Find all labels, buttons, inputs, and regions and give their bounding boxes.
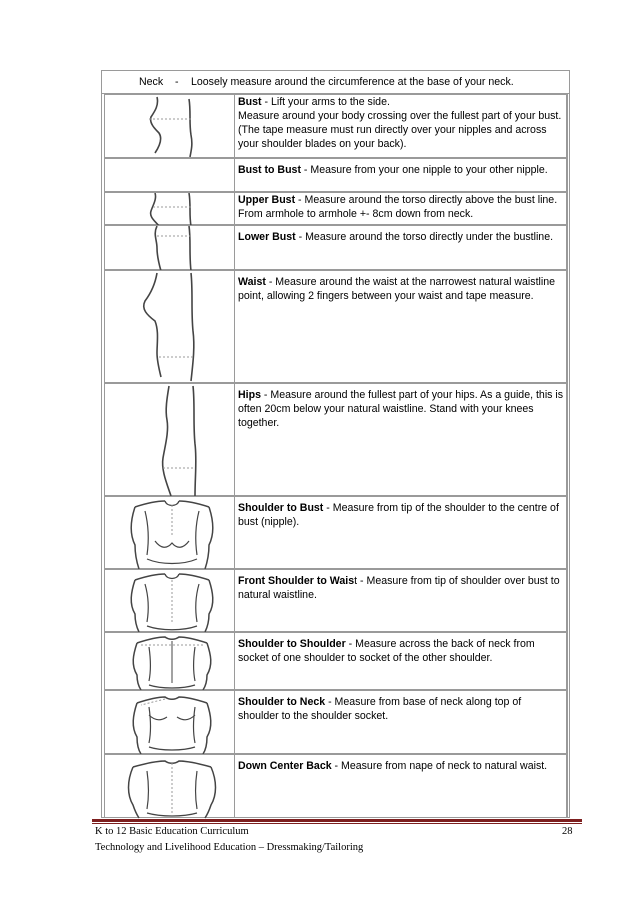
neck-row (101, 70, 570, 94)
row-title: Shoulder to Neck (238, 696, 326, 708)
table-row-lower-bust (104, 225, 568, 270)
table-row-shoulder-to-shoulder (104, 632, 568, 690)
row-title: Waist (238, 276, 266, 288)
row-sep: - (265, 276, 276, 288)
row-sep: - (331, 760, 342, 772)
row-text (235, 690, 568, 754)
table-row-upper-bust (104, 192, 568, 225)
row-extra: Measure around your body crossing over the fullest part of your bust. (The tape measure must run directly over your nipples and across your shoulder blades on your back). (238, 110, 562, 150)
row-title: Shoulder to Bust (238, 502, 324, 514)
figure-cell (104, 690, 235, 754)
row-title: Down Center Back (238, 760, 332, 772)
row-description: Measure around the fullest part of your hips. As a guide, this is often 20cm below your natural waistline. Stand with your knees together. (238, 389, 564, 429)
row-title: Upper Bust (238, 194, 296, 206)
table-row-bust (104, 94, 568, 158)
table-row-bust-to-bust (104, 158, 568, 192)
figure-cell (104, 225, 235, 270)
figure-cell (104, 270, 235, 383)
row-description: Measure around the waist at the narrowest natural waistline point, allowing 2 fingers between your waist and tape measure. (238, 276, 556, 302)
row-sep: - (260, 389, 271, 401)
row-title: Bust (238, 96, 262, 108)
row-text (235, 754, 568, 818)
row-description: Measure from tip of the shoulder to the centre of bust (nipple). (238, 502, 559, 528)
figure-cell (104, 496, 235, 569)
front-bodice-icon (105, 570, 236, 633)
row-description: Measure from your one nipple to your other nipple. (310, 164, 548, 176)
back-bodice-icon (105, 755, 236, 819)
row-description: t - Measure from tip of shoulder over bust to natural waistline. (238, 575, 560, 601)
row-title: Bust to Bust (238, 164, 301, 176)
footer-rule-thin (92, 823, 582, 824)
row-text (235, 94, 568, 158)
neck-label: Neck (139, 76, 164, 88)
figure-cell (104, 192, 235, 225)
table-row-shoulder-to-neck (104, 690, 568, 754)
table-row-shoulder-to-bust (104, 496, 568, 569)
table-row-front-shoulder-to-waist (104, 569, 568, 632)
row-sep: - (345, 638, 356, 650)
row-text (235, 496, 568, 569)
side-hips-icon (105, 384, 236, 497)
figure-cell (104, 632, 235, 690)
page-number: 28 (562, 826, 573, 837)
back-bodice-icon (105, 691, 236, 755)
back-bodice-icon (105, 633, 236, 691)
row-description: Measure from nape of neck to natural waist. (341, 760, 548, 772)
side-waist-icon (105, 271, 236, 384)
figure-cell (104, 158, 235, 192)
figure-cell (104, 94, 235, 158)
figure-cell (104, 754, 235, 818)
figure-cell (104, 383, 235, 496)
table-row-hips (104, 383, 568, 496)
front-bodice-icon (105, 497, 236, 570)
row-text (235, 225, 568, 270)
row-sep: - (261, 96, 271, 108)
row-sep: - (295, 231, 306, 243)
row-description: Lift your arms to the side. (270, 96, 390, 108)
row-sep: - (300, 164, 311, 176)
row-description: Measure around the torso directly under the bustline. (305, 231, 554, 243)
row-text (235, 192, 568, 225)
row-description: Measure around the torso directly above the bust line. From armhole to armhole +- 8cm down from neck. (238, 194, 558, 220)
row-text (235, 383, 568, 496)
row-sep: - (325, 696, 335, 708)
row-description: Measure from base of neck along top of shoulder to the shoulder socket. (238, 696, 522, 722)
row-title: Lower Bust (238, 231, 296, 243)
side-bust-icon (105, 95, 236, 159)
side-upper-bust-icon (105, 193, 236, 226)
row-text (235, 569, 568, 632)
row-title: Hips (238, 389, 261, 401)
neck-dash: - (175, 76, 179, 88)
side-lower-bust-icon (105, 226, 236, 271)
row-text (235, 632, 568, 690)
footer-curriculum: K to 12 Basic Education Curriculum (95, 826, 249, 837)
footer-rule (92, 819, 582, 822)
row-text (235, 270, 568, 383)
figure-cell (104, 569, 235, 632)
table-row-down-center-back (104, 754, 568, 818)
footer-subject: Technology and Livelihood Education – Dressmaking/Tailoring (95, 842, 364, 853)
row-title: Shoulder to Shoulder (238, 638, 346, 650)
row-title: Front Shoulder to Wais (238, 575, 355, 587)
row-sep: - (323, 502, 333, 514)
row-description: Measure across the back of neck from socket of one shoulder to socket of the other shoulder. (238, 638, 535, 664)
row-sep: - (295, 194, 305, 206)
neck-description: Loosely measure around the circumference at the base of your neck. (191, 76, 514, 88)
row-text (235, 158, 568, 192)
table-row-waist (104, 270, 568, 383)
